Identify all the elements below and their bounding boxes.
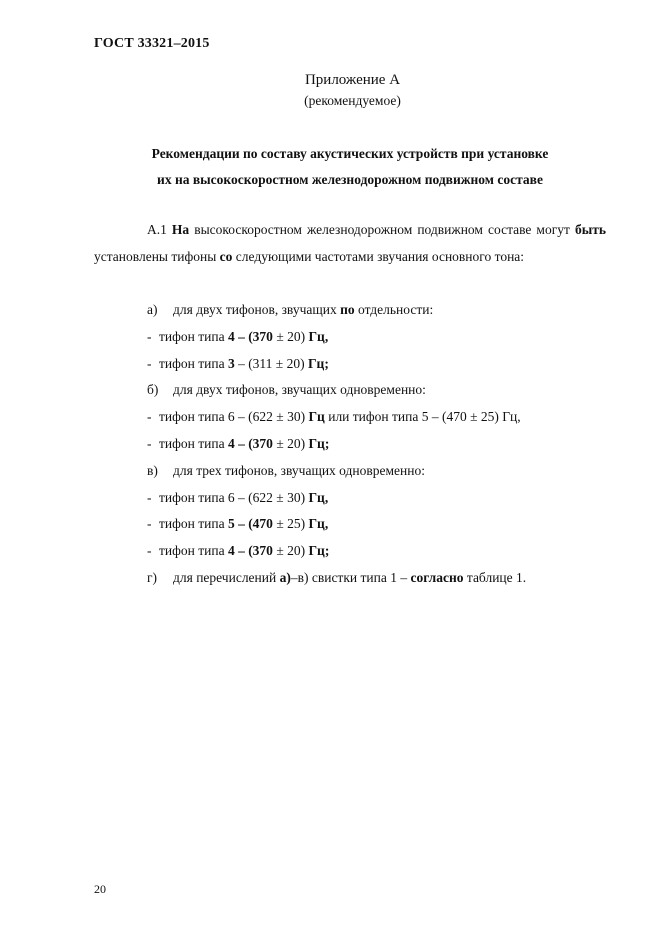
- appendix-title: Приложение А: [304, 72, 401, 88]
- list-item-c: в) для трех тифонов, звучащих одновременно:: [94, 460, 614, 487]
- dash-marker: -: [147, 489, 152, 505]
- list-subitem: - тифон типа 3 – (311 ± 20) Гц;: [94, 353, 614, 380]
- dash-marker: -: [147, 328, 152, 344]
- list-marker: а): [147, 302, 158, 317]
- frequency-list: [94, 299, 614, 594]
- list-marker: в): [147, 462, 158, 478]
- section-title-line-1: Рекомендации по составу акустических устройств при установке: [151, 146, 549, 161]
- dash-marker: -: [147, 435, 152, 451]
- list-item-d: г) для перечислений а)–в) свистки типа 1 – согласно таблице 1.: [94, 567, 614, 594]
- list-subitem: - тифон типа 5 – (470 ± 25) Гц,: [94, 513, 614, 540]
- standard-code-header: ГОСТ 33321–2015: [94, 36, 210, 51]
- list-marker: б): [147, 382, 159, 398]
- clause-number: А.1: [147, 222, 167, 237]
- dash-marker: -: [147, 355, 152, 371]
- appendix-subtitle: (рекомендуемое): [304, 93, 401, 108]
- dash-marker: -: [147, 543, 152, 559]
- list-marker: г): [147, 569, 158, 585]
- section-title: [60, 141, 640, 193]
- section-title-line-2: их на высокоскоростном железнодорожном подвижном составе: [157, 172, 543, 187]
- page-number: 20: [94, 882, 106, 896]
- list-subitem: - тифон типа 4 – (370 ± 20) Гц,: [94, 326, 614, 353]
- dash-marker: -: [147, 516, 152, 532]
- list-subitem: - тифон типа 4 – (370 ± 20) Гц;: [94, 540, 614, 567]
- list-item-b: б) для двух тифонов, звучащих одновременно:: [94, 379, 614, 406]
- list-subitem: - тифон типа 6 – (622 ± 30) Гц или тифон типа 5 – (470 ± 25) Гц,: [94, 406, 614, 433]
- list-subitem: - тифон типа 6 – (622 ± 30) Гц,: [94, 487, 614, 514]
- list-subitem: - тифон типа 4 – (370 ± 20) Гц;: [94, 433, 614, 460]
- dash-marker: -: [147, 409, 152, 425]
- list-item-a: а) для двух тифонов, звучащих по отдельности:: [94, 299, 614, 326]
- intro-paragraph: А.1 На высокоскоростном железнодорожном подвижном составе могут быть установлены тифоны со следующими частотами звучания основного тона:: [94, 222, 607, 264]
